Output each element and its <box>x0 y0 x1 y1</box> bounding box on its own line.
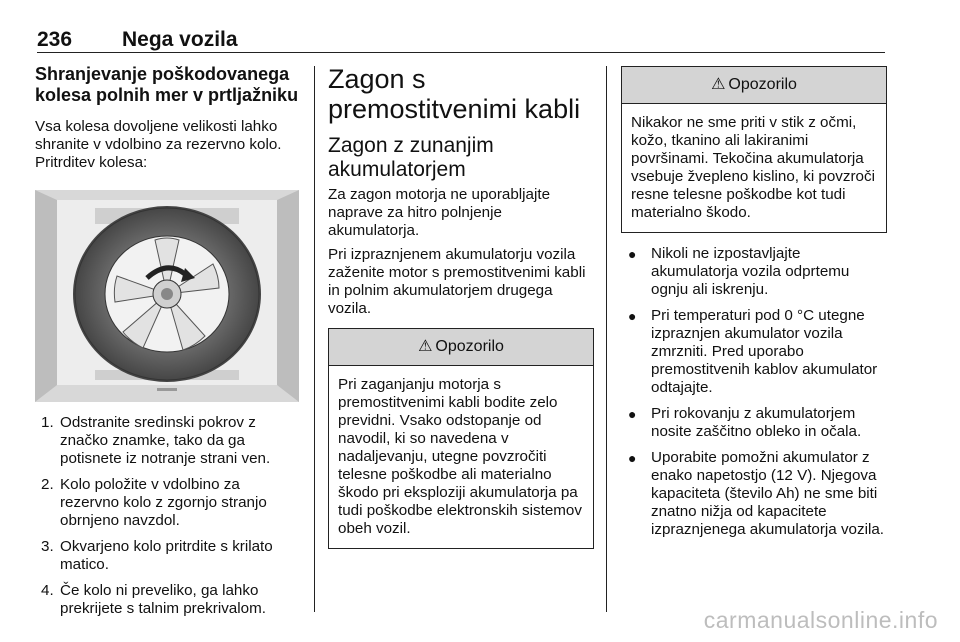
column-left <box>35 64 303 626</box>
warning-label: Opozorilo <box>435 338 504 355</box>
section-subtitle: Zagon z zunanjim akumulatorjem <box>328 134 494 181</box>
page-header <box>37 26 885 53</box>
column-divider <box>314 66 315 612</box>
bullet-list <box>621 245 887 539</box>
section-heading: Shranjevanje poškodovanega kolesa polnih mer v prtljažniku <box>35 64 299 105</box>
bullet-icon: ● <box>628 450 637 466</box>
warning-text: Nikakor ne sme priti v stik z očmi, kožo, tkanino ali lakiranimi površinami. Tekočina akumulatorja vsebuje žvepleno kislino, ki povzroči resne telesne poškodbe kot tudi materialno škodo. <box>631 114 875 221</box>
list-item: 1. Odstranite sredinski pokrov z značko znamke, tako da ga potisnete iz notranje strani ven. <box>41 414 271 467</box>
intro-paragraph: Vsa kolesa dovoljene velikosti lahko shranite v vdolbino za rezervno kolo. Pritrditev kolesa: <box>35 118 282 171</box>
column-middle <box>328 64 594 549</box>
warning-triangle-icon: ⚠ <box>711 76 726 93</box>
list-item: ● Nikoli ne izpostavljajte akumulatorja vozila odprtemu ognju ali iskrenju. <box>628 245 850 298</box>
list-item: 4. Če kolo ni preveliko, ga lahko prekrijete s talnim prekrivalom. <box>41 582 266 617</box>
column-divider <box>606 66 607 612</box>
warning-header <box>622 67 886 104</box>
warning-header <box>329 329 593 366</box>
bullet-icon: ● <box>628 406 637 422</box>
watermark: carmanualsonline.info <box>703 607 938 633</box>
warning-box <box>621 66 887 233</box>
list-item: ● Pri temperaturi pod 0 °C utegne izpraznjen akumulator vozila zmrzniti. Pred uporabo premostitvenih kablov akumulator odtajajte. <box>628 307 878 396</box>
page-number: 236 <box>37 28 73 51</box>
warning-label: Opozorilo <box>728 76 797 93</box>
section-title: Zagon s premostitvenimi kabli <box>328 64 581 124</box>
paragraph: Pri izpraznjenem akumulatorju vozila zaženite motor s premostitvenimi kabli in polnim akumulatorjem drugega vozila. <box>328 246 586 317</box>
list-item: 3. Okvarjeno kolo pritrdite s krilato matico. <box>41 538 273 573</box>
warning-triangle-icon: ⚠ <box>418 338 433 355</box>
warning-box <box>328 328 594 549</box>
bullet-icon: ● <box>628 246 637 262</box>
list-item: ● Pri rokovanju z akumulatorjem nosite zaščitno obleko in očala. <box>628 405 862 440</box>
list-item: ● Uporabite pomožni akumulator z enako napetostjo (12 V). Njegova kapaciteta (število Ah) ne sme biti znatno nižja od kapacitete izpraznjenega akumulatorja vozila. <box>628 449 885 538</box>
spare-wheel-figure <box>35 190 299 402</box>
page-title: Nega vozila <box>122 28 238 51</box>
spare-wheel-illustration <box>35 190 299 402</box>
bullet-icon: ● <box>628 308 637 324</box>
list-item: 2. Kolo položite v vdolbino za rezervno kolo z zgornjo stranjo obrnjeno navzdol. <box>41 476 267 529</box>
steps-list <box>35 414 303 618</box>
paragraph: Za zagon motorja ne uporabljajte naprave za hitro polnjenje akumulatorja. <box>328 186 551 239</box>
column-right <box>621 64 887 547</box>
warning-text: Pri zaganjanju motorja s premostitvenimi kabli bodite zelo previdni. Vsako odstopanje od navodil, ki so navedena v nadaljevanju, utegne povzročiti telesne poškodbe ali materialno škodo pri eksploziji akumulatorja pa tudi poškodbe elektronskih sistemov obeh vozil. <box>338 376 582 537</box>
